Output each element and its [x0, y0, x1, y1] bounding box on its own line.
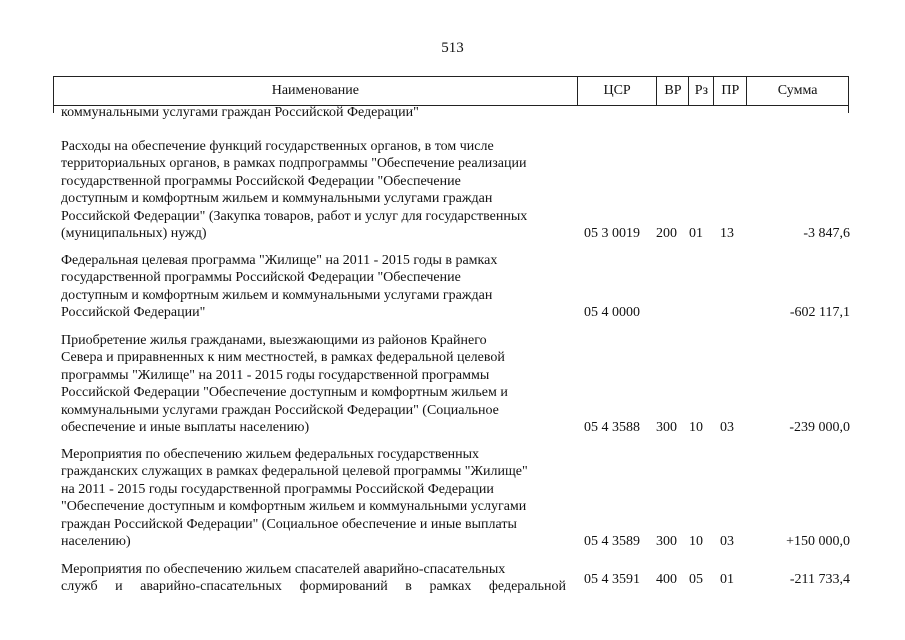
- row-name-line: государственной программы Российской Федерации "Обеспечение: [61, 270, 461, 286]
- row-name-line: Расходы на обеспечение функций государственных органов, в том числе: [61, 139, 494, 154]
- row-name-line: коммунальными услугами граждан Российской Федерации" (Социальное: [61, 402, 499, 418]
- row-sum: -602 117,1: [789, 305, 850, 320]
- row-csr: 05 4 0000: [584, 305, 640, 320]
- row-name-line: служб и аварийно-спасательных формирований в рамках федеральной: [61, 579, 566, 595]
- row-csr: 05 4 3588: [584, 420, 640, 435]
- table-row: [61, 332, 850, 437]
- row-sum: -3 847,6: [803, 226, 850, 241]
- header-csr: ЦСР: [578, 77, 658, 105]
- row-name: [61, 332, 566, 436]
- header-vr: ВР: [657, 77, 689, 105]
- row-sum: +150 000,0: [786, 534, 850, 549]
- table-row: [61, 138, 850, 243]
- row-rz: 01: [689, 226, 703, 241]
- row-name-line: "Обеспечение доступным и комфортным жильем и коммунальными услугами: [61, 499, 527, 515]
- left-border-stub: [53, 106, 54, 113]
- row-name: [61, 561, 566, 596]
- row-csr: 05 3 0019: [584, 226, 640, 241]
- row-name-line: Мероприятия по обеспечению жильем федеральных государственных: [61, 447, 480, 462]
- row-name-line: граждан Российской Федерации" (Социальное обеспечение и иные выплаты: [61, 516, 517, 532]
- table-row: [61, 561, 850, 597]
- header-pr: ПР: [714, 77, 747, 105]
- row-name-line: (муниципальных) нужд): [61, 226, 207, 242]
- row-csr: 05 4 3589: [584, 534, 640, 549]
- row-name-line: Мероприятия по обеспечению жильем спасателей аварийно-спасательных: [61, 562, 506, 577]
- row-name-line: населению): [61, 534, 131, 550]
- row-name-line: Российской Федерации": [61, 305, 206, 321]
- right-border-stub: [848, 106, 849, 113]
- table-header: [53, 76, 849, 106]
- row-name-line: Федеральная целевая программа "Жилище" на 2011 - 2015 годы в рамках: [61, 253, 498, 268]
- row-name-line: обеспечение и иные выплаты населению): [61, 420, 310, 436]
- row-name-line: Российской Федерации" (Закупка товаров, работ и услуг для государственных: [61, 208, 528, 224]
- row-rz: 10: [689, 420, 703, 435]
- row-name-line: Севера и приравненных к ним местностей, в рамках федеральной целевой: [61, 350, 505, 366]
- row-name: [61, 138, 566, 242]
- row-pr: 01: [720, 572, 734, 587]
- table-row: [61, 446, 850, 551]
- row-sum: -211 733,4: [789, 572, 850, 587]
- row-pr: 03: [720, 534, 734, 549]
- row-name-line: Российской Федерации "Обеспечение доступным и комфортным жильем и: [61, 385, 508, 401]
- row-name-line: на 2011 - 2015 годы государственной программы Российской Федерации: [61, 481, 494, 497]
- table-row: [61, 252, 850, 322]
- row-vr: 300: [656, 534, 677, 549]
- row-name: [61, 252, 566, 322]
- row-vr: 200: [656, 226, 677, 241]
- row-name-line: Приобретение жилья гражданами, выезжающими из районов Крайнего: [61, 333, 487, 348]
- header-sum: Сумма: [777, 83, 818, 98]
- row-sum: -239 000,0: [789, 420, 850, 435]
- row-name-line: гражданских служащих в рамках федеральной целевой программы "Жилище": [61, 464, 528, 480]
- continuation-text: коммунальными услугами граждан Российской Федерации": [61, 105, 419, 120]
- row-name-line: территориальных органов, в рамках подпрограммы "Обеспечение реализации: [61, 156, 527, 172]
- row-pr: 13: [720, 226, 734, 241]
- row-rz: 05: [689, 572, 703, 587]
- row-vr: 400: [656, 572, 677, 587]
- row-pr: 03: [720, 420, 734, 435]
- header-name: Наименование: [54, 77, 578, 105]
- page-number: 513: [441, 40, 464, 56]
- row-name-line: государственной программы Российской Федерации "Обеспечение: [61, 173, 461, 189]
- row-rz: 10: [689, 534, 703, 549]
- row-csr: 05 4 3591: [584, 572, 640, 587]
- row-name-line: доступным и комфортным жильем и коммунальными услугами граждан: [61, 191, 493, 207]
- row-vr: 300: [656, 420, 677, 435]
- row-name-line: программы "Жилище" на 2011 - 2015 годы государственной программы: [61, 367, 490, 383]
- row-name-line: доступным и комфортным жильем и коммунальными услугами граждан: [61, 287, 493, 303]
- header-rz: Рз: [689, 77, 714, 105]
- row-name: [61, 446, 566, 550]
